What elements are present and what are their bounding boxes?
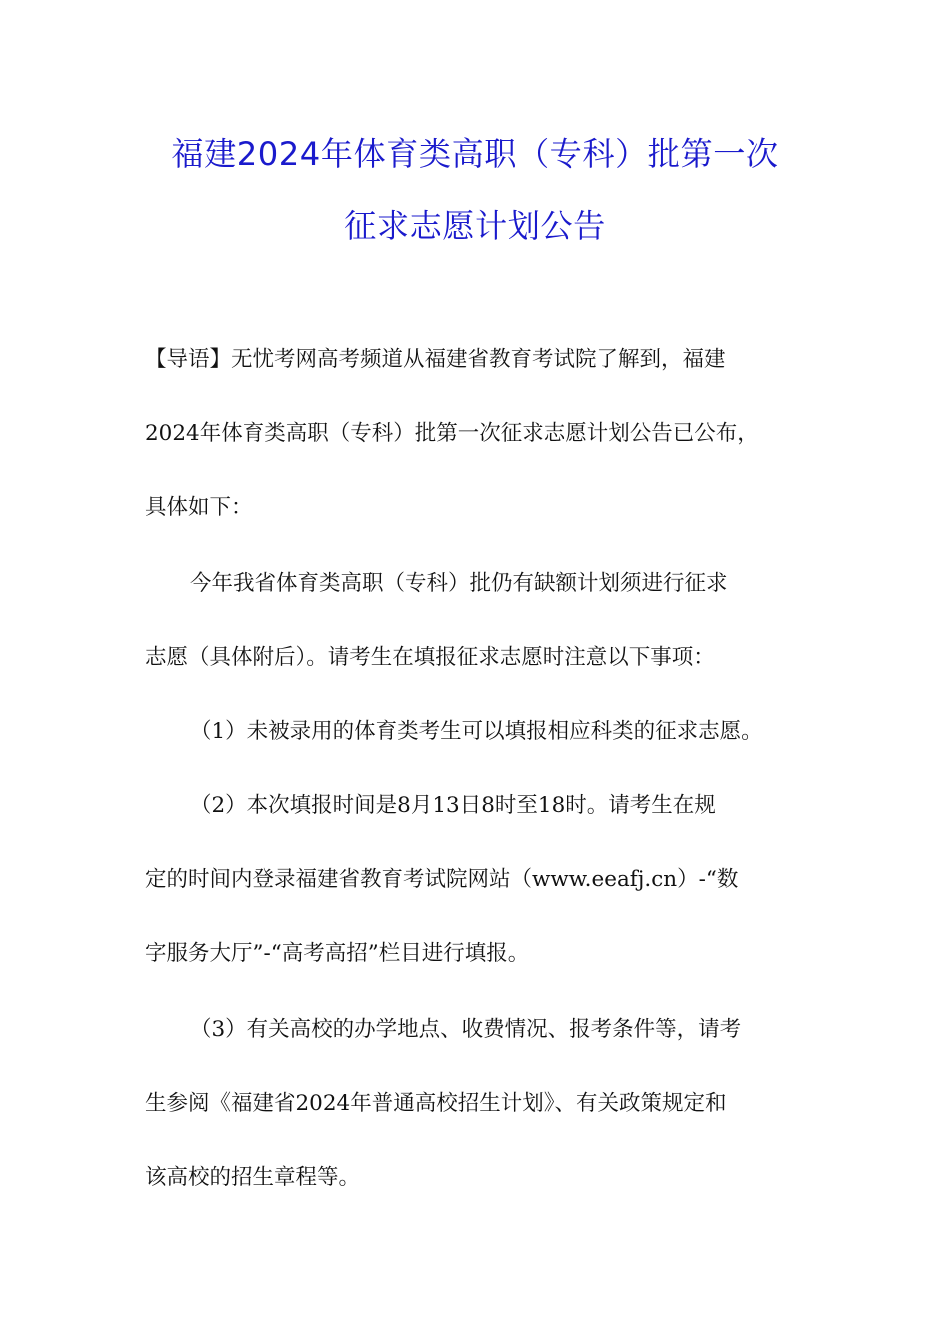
body-line-item-3a: （3）有关高校的办学地点、收费情况、报考条件等，请考 [190, 1017, 742, 1042]
body-line-item-1: （1）未被录用的体育类考生可以填报相应科类的征求志愿。 [190, 719, 763, 744]
body-line-item-2b: 定的时间内登录福建省教育考试院网站（www.eeafj.cn）-“数 [145, 867, 739, 892]
body-line-para-2: 志愿（具体附后）。请考生在填报征求志愿时注意以下事项： [145, 645, 715, 670]
body-line-item-3c: 该高校的招生章程等。 [145, 1165, 361, 1190]
body-line-intro-3: 具体如下： [145, 495, 253, 520]
body-line-item-3b: 生参阅《福建省2024年普通高校招生计划》、有关政策规定和 [145, 1091, 727, 1116]
document-title-line-1: 福建2024年体育类高职（专科）批第一次 [171, 135, 779, 173]
body-line-intro-1: 【导语】无忧考网高考频道从福建省教育考试院了解到，福建 [145, 347, 726, 372]
body-line-para-1: 今年我省体育类高职（专科）批仍有缺额计划须进行征求 [190, 571, 728, 596]
body-line-intro-2: 2024年体育类高职（专科）批第一次征求志愿计划公告已公布， [145, 421, 759, 446]
body-line-item-2c: 字服务大厅”-“高考高招”栏目进行填报。 [145, 941, 530, 966]
body-line-item-2a: （2）本次填报时间是8月13日8时至18时。请考生在规 [190, 793, 716, 818]
document-title-line-2: 征求志愿计划公告 [344, 207, 606, 245]
